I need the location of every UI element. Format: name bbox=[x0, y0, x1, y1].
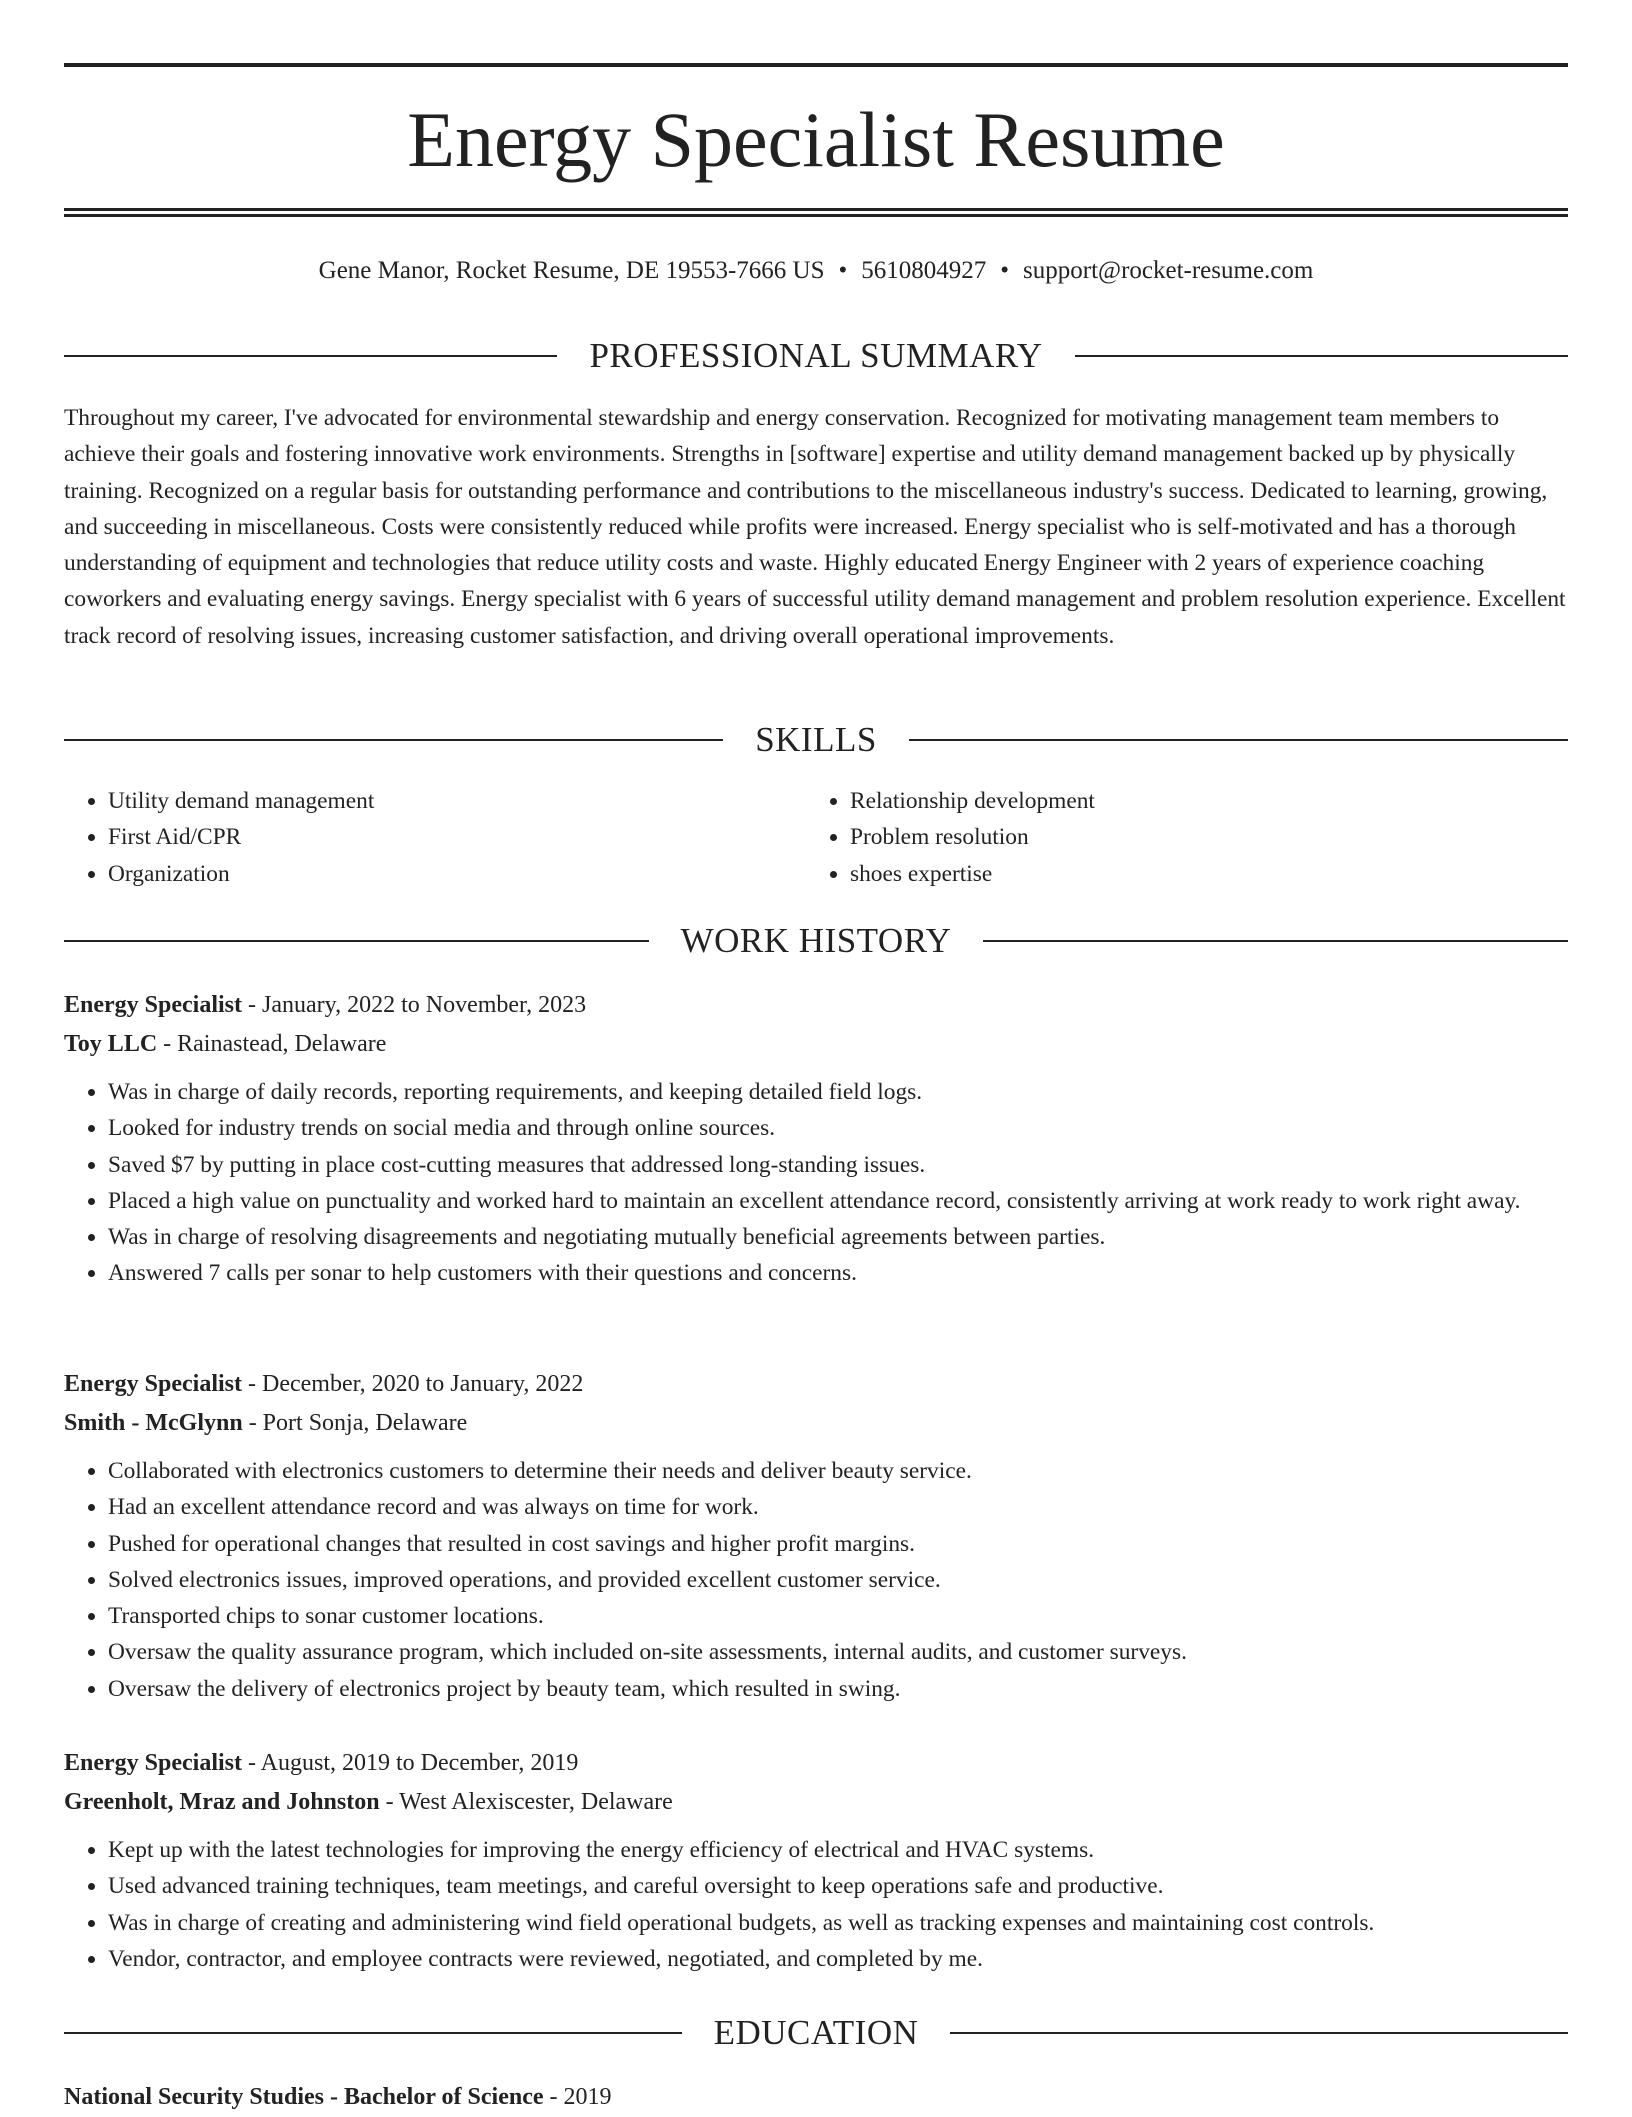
skill-item: • Relationship development bbox=[850, 783, 1568, 819]
job-bullet: • Saved $7 by putting in place cost-cutting measures that addressed long-standing issues. bbox=[108, 1147, 1568, 1183]
contact-line bbox=[64, 254, 1568, 288]
job-bullet: • Placed a high value on punctuality and worked hard to maintain an excellent attendance record, consistently arriving at work ready to work right away. bbox=[108, 1183, 1568, 1219]
job-location: - Port Sonja, Delaware bbox=[242, 1410, 468, 1436]
heading-rule bbox=[950, 2032, 1568, 2034]
job-company-line bbox=[64, 1783, 1568, 1822]
job-bullets bbox=[64, 1453, 1568, 1707]
job-bullet: • Was in charge of daily records, reporting requirements, and keeping detailed field logs. bbox=[108, 1074, 1568, 1110]
job-bullets bbox=[64, 1074, 1568, 1292]
section-heading-work bbox=[64, 921, 1568, 961]
skill-item: • Organization bbox=[108, 856, 806, 892]
contact-separator: • bbox=[838, 257, 848, 284]
summary-paragraph: Throughout my career, I've advocated for environmental stewardship and energy conservation. Recognized for motivating management team members to achieve their goals and fostering innovative work environments. Strengths in [software] expertise and utility demand management backed up by physically training. Recognized on a regular basis for outstanding performance and contributions to the miscellaneous industry's success. Dedicated to learning, growing, and succeeding in miscellaneous. Costs were consistently reduced while profits were increased. Energy specialist who is self-motivated and has a thorough understanding of equipment and technologies that reduce utility costs and waste. Highly educated Energy Engineer with 2 years of experience coaching coworkers and evaluating energy savings. Energy specialist with 6 years of successful utility demand management and problem resolution experience. Excellent track record of resolving issues, increasing customer satisfaction, and driving overall operational improvements. bbox=[64, 405, 1566, 649]
job-company: Greenholt, Mraz and Johnston bbox=[64, 1789, 380, 1815]
job-entry bbox=[64, 1365, 1568, 1707]
top-rule bbox=[64, 63, 1568, 67]
education-degree: National Security Studies - Bachelor of Science bbox=[64, 2084, 544, 2110]
heading-rule bbox=[64, 355, 557, 357]
heading-rule bbox=[64, 940, 649, 942]
job-dates: - December, 2020 to January, 2022 bbox=[242, 1371, 584, 1397]
job-title-line bbox=[64, 986, 1568, 1025]
job-bullet: • Oversaw the delivery of electronics project by beauty team, which resulted in swing. bbox=[108, 1671, 1568, 1707]
section-heading-summary bbox=[64, 336, 1568, 376]
job-dates: - August, 2019 to December, 2019 bbox=[242, 1750, 579, 1776]
skill-item: • Utility demand management bbox=[108, 783, 806, 819]
job-bullet: • Vendor, contractor, and employee contracts were reviewed, negotiated, and completed by me. bbox=[108, 1941, 1568, 1977]
job-bullet: • Was in charge of resolving disagreements and negotiating mutually beneficial agreements between parties. bbox=[108, 1219, 1568, 1255]
job-location: - West Alexiscester, Delaware bbox=[379, 1789, 673, 1815]
job-entry bbox=[64, 1744, 1568, 1977]
job-bullet: • Solved electronics issues, improved operations, and provided excellent customer service. bbox=[108, 1562, 1568, 1598]
job-title-line bbox=[64, 1365, 1568, 1404]
title-double-rule bbox=[64, 208, 1568, 217]
job-bullet: • Looked for industry trends on social media and through online sources. bbox=[108, 1110, 1568, 1146]
section-label: EDUCATION bbox=[713, 2013, 919, 2052]
section-label: SKILLS bbox=[755, 720, 877, 759]
skills-column-right bbox=[806, 783, 1568, 892]
contact-separator: • bbox=[1000, 257, 1010, 284]
skill-item: • Problem resolution bbox=[850, 819, 1568, 855]
job-bullet: • Oversaw the quality assurance program, which included on-site assessments, internal audits, and customer surveys. bbox=[108, 1634, 1568, 1670]
contact-address: Gene Manor, Rocket Resume, DE 19553-7666 US bbox=[318, 257, 825, 284]
job-bullet: • Transported chips to sonar customer locations. bbox=[108, 1598, 1568, 1634]
skills-list bbox=[64, 783, 1568, 892]
job-title: Energy Specialist bbox=[64, 992, 242, 1018]
heading-rule bbox=[64, 2032, 682, 2034]
job-bullets bbox=[64, 1832, 1568, 1977]
job-location: - Rainastead, Delaware bbox=[157, 1031, 387, 1057]
job-bullet: • Kept up with the latest technologies for improving the energy efficiency of electrical and HVAC systems. bbox=[108, 1832, 1568, 1868]
job-company-line bbox=[64, 1404, 1568, 1443]
heading-rule bbox=[64, 739, 723, 741]
section-heading-skills bbox=[64, 720, 1568, 760]
job-bullet: • Had an excellent attendance record and was always on time for work. bbox=[108, 1489, 1568, 1525]
skill-item: • shoes expertise bbox=[850, 856, 1568, 892]
job-bullet: • Answered 7 calls per sonar to help customers with their questions and concerns. bbox=[108, 1255, 1568, 1291]
job-company-line bbox=[64, 1025, 1568, 1064]
heading-rule bbox=[1075, 355, 1568, 357]
job-company: Toy LLC bbox=[64, 1031, 158, 1057]
job-title-line bbox=[64, 1744, 1568, 1783]
job-bullet: • Collaborated with electronics customers to determine their needs and deliver beauty service. bbox=[108, 1453, 1568, 1489]
job-bullet: • Was in charge of creating and administering wind field operational budgets, as well as tracking expenses and maintaining cost controls. bbox=[108, 1905, 1568, 1941]
job-title: Energy Specialist bbox=[64, 1371, 242, 1397]
skills-column-left bbox=[64, 783, 806, 892]
job-bullet: • Used advanced training techniques, team meetings, and careful oversight to keep operations safe and productive. bbox=[108, 1868, 1568, 1904]
education-entry bbox=[64, 2078, 1568, 2117]
section-label: PROFESSIONAL SUMMARY bbox=[589, 336, 1043, 375]
job-company: Smith - McGlynn bbox=[64, 1410, 243, 1436]
contact-email: support@rocket-resume.com bbox=[1023, 257, 1314, 284]
resume-title: Energy Specialist Resume bbox=[407, 96, 1225, 183]
job-entry bbox=[64, 986, 1568, 1292]
contact-phone: 5610804927 bbox=[861, 257, 987, 284]
job-title: Energy Specialist bbox=[64, 1750, 242, 1776]
section-label: WORK HISTORY bbox=[680, 921, 952, 960]
job-bullet: • Pushed for operational changes that resulted in cost savings and higher profit margins. bbox=[108, 1526, 1568, 1562]
job-dates: - January, 2022 to November, 2023 bbox=[242, 992, 587, 1018]
section-heading-education bbox=[64, 2013, 1568, 2053]
skill-item: • First Aid/CPR bbox=[108, 819, 806, 855]
heading-rule bbox=[909, 739, 1568, 741]
education-year: - 2019 bbox=[543, 2084, 612, 2110]
heading-rule bbox=[983, 940, 1568, 942]
